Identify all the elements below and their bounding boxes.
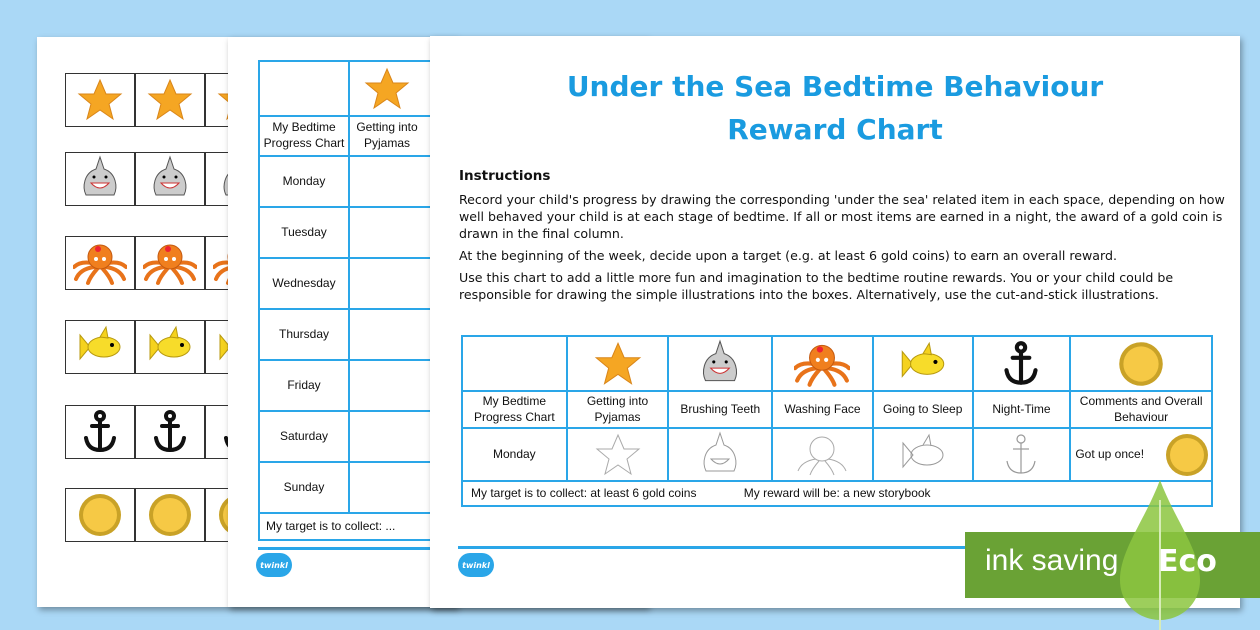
instructions-paragraph: At the beginning of the week, decide upon a target (e.g. at least 6 gold coins) to earn an overall reward. (459, 248, 1117, 263)
badge-text: ink saving (985, 544, 1119, 577)
fish-icon (135, 320, 205, 374)
twinkl-logo: twinkl (458, 553, 494, 577)
day-label: Sunday (259, 462, 349, 513)
starfish-icon (135, 73, 205, 127)
reward-text: My reward will be: a new storybook (743, 485, 931, 500)
instructions-paragraph: Use this chart to add a little more fun and imagination to the bedtime routine rewards. You or your child could be responsible for drawing the simple illustrations into the boxes. Alternatively, use the cut-and-stick illustrations. (459, 270, 1174, 302)
eco-label: Eco (1158, 544, 1217, 579)
shark-icon-outline (668, 428, 772, 481)
column-header: Washing Face (772, 391, 873, 428)
day-label: Thursday (259, 309, 349, 360)
day-label: Saturday (259, 411, 349, 462)
column-header: Brushing Teeth (668, 391, 772, 428)
octopus-icon (65, 236, 135, 290)
ink-saving-badge (965, 532, 1260, 598)
anchor-icon-outline (973, 428, 1071, 481)
gold-coin-icon (1163, 431, 1211, 479)
column-header: Night-Time (973, 391, 1071, 428)
day-label: Monday (259, 156, 349, 207)
octopus-icon (135, 236, 205, 290)
shark-icon (65, 152, 135, 206)
octopus-icon-outline (772, 428, 873, 481)
comment-text: Got up once! (1075, 446, 1145, 461)
starfish-icon (567, 336, 669, 391)
day-label: Monday (462, 428, 567, 481)
day-label: Friday (259, 360, 349, 411)
anchor-icon (135, 405, 205, 459)
fish-icon (873, 336, 973, 391)
day-label: Wednesday (259, 258, 349, 309)
corner-label: My Bedtime Progress Chart (259, 116, 349, 156)
target-text: My target is to collect: at least 6 gold coins (471, 485, 697, 500)
gold-coin-icon (65, 488, 135, 542)
starfish-icon-outline (567, 428, 669, 481)
comment-cell (1070, 428, 1212, 481)
instructions (459, 168, 1229, 308)
gold-coin-icon (1070, 336, 1212, 391)
column-header: Going to Sleep (873, 391, 973, 428)
anchor-icon (65, 405, 135, 459)
target-text: My target is to collect: ... (259, 513, 657, 540)
starfish-icon (65, 73, 135, 127)
shark-icon (668, 336, 772, 391)
twinkl-logo: twinkl (256, 553, 292, 577)
gold-coin-icon (135, 488, 205, 542)
column-header: Getting into Pyjamas (567, 391, 669, 428)
fish-icon (65, 320, 135, 374)
column-header: Comments and Overall Behaviour (1070, 391, 1212, 428)
instructions-paragraph: Record your child's progress by drawing the corresponding 'under the sea' related item in each space, depending on how well behaved your child is at each stage of bedtime. If all or most items are earned in a night, the award of a gold coin is drawn in the final column. (459, 192, 1225, 241)
corner-label: My Bedtime Progress Chart (462, 391, 567, 428)
fish-icon-outline (873, 428, 973, 481)
day-label: Tuesday (259, 207, 349, 258)
reward-chart-table (461, 335, 1213, 507)
instructions-heading: Instructions (459, 168, 551, 184)
column-header: Getting into Pyjamas (356, 120, 418, 150)
page-title: Under the Sea Bedtime Behaviour Reward Chart (566, 70, 1104, 146)
octopus-icon (772, 336, 873, 391)
anchor-icon (973, 336, 1071, 391)
shark-icon (135, 152, 205, 206)
